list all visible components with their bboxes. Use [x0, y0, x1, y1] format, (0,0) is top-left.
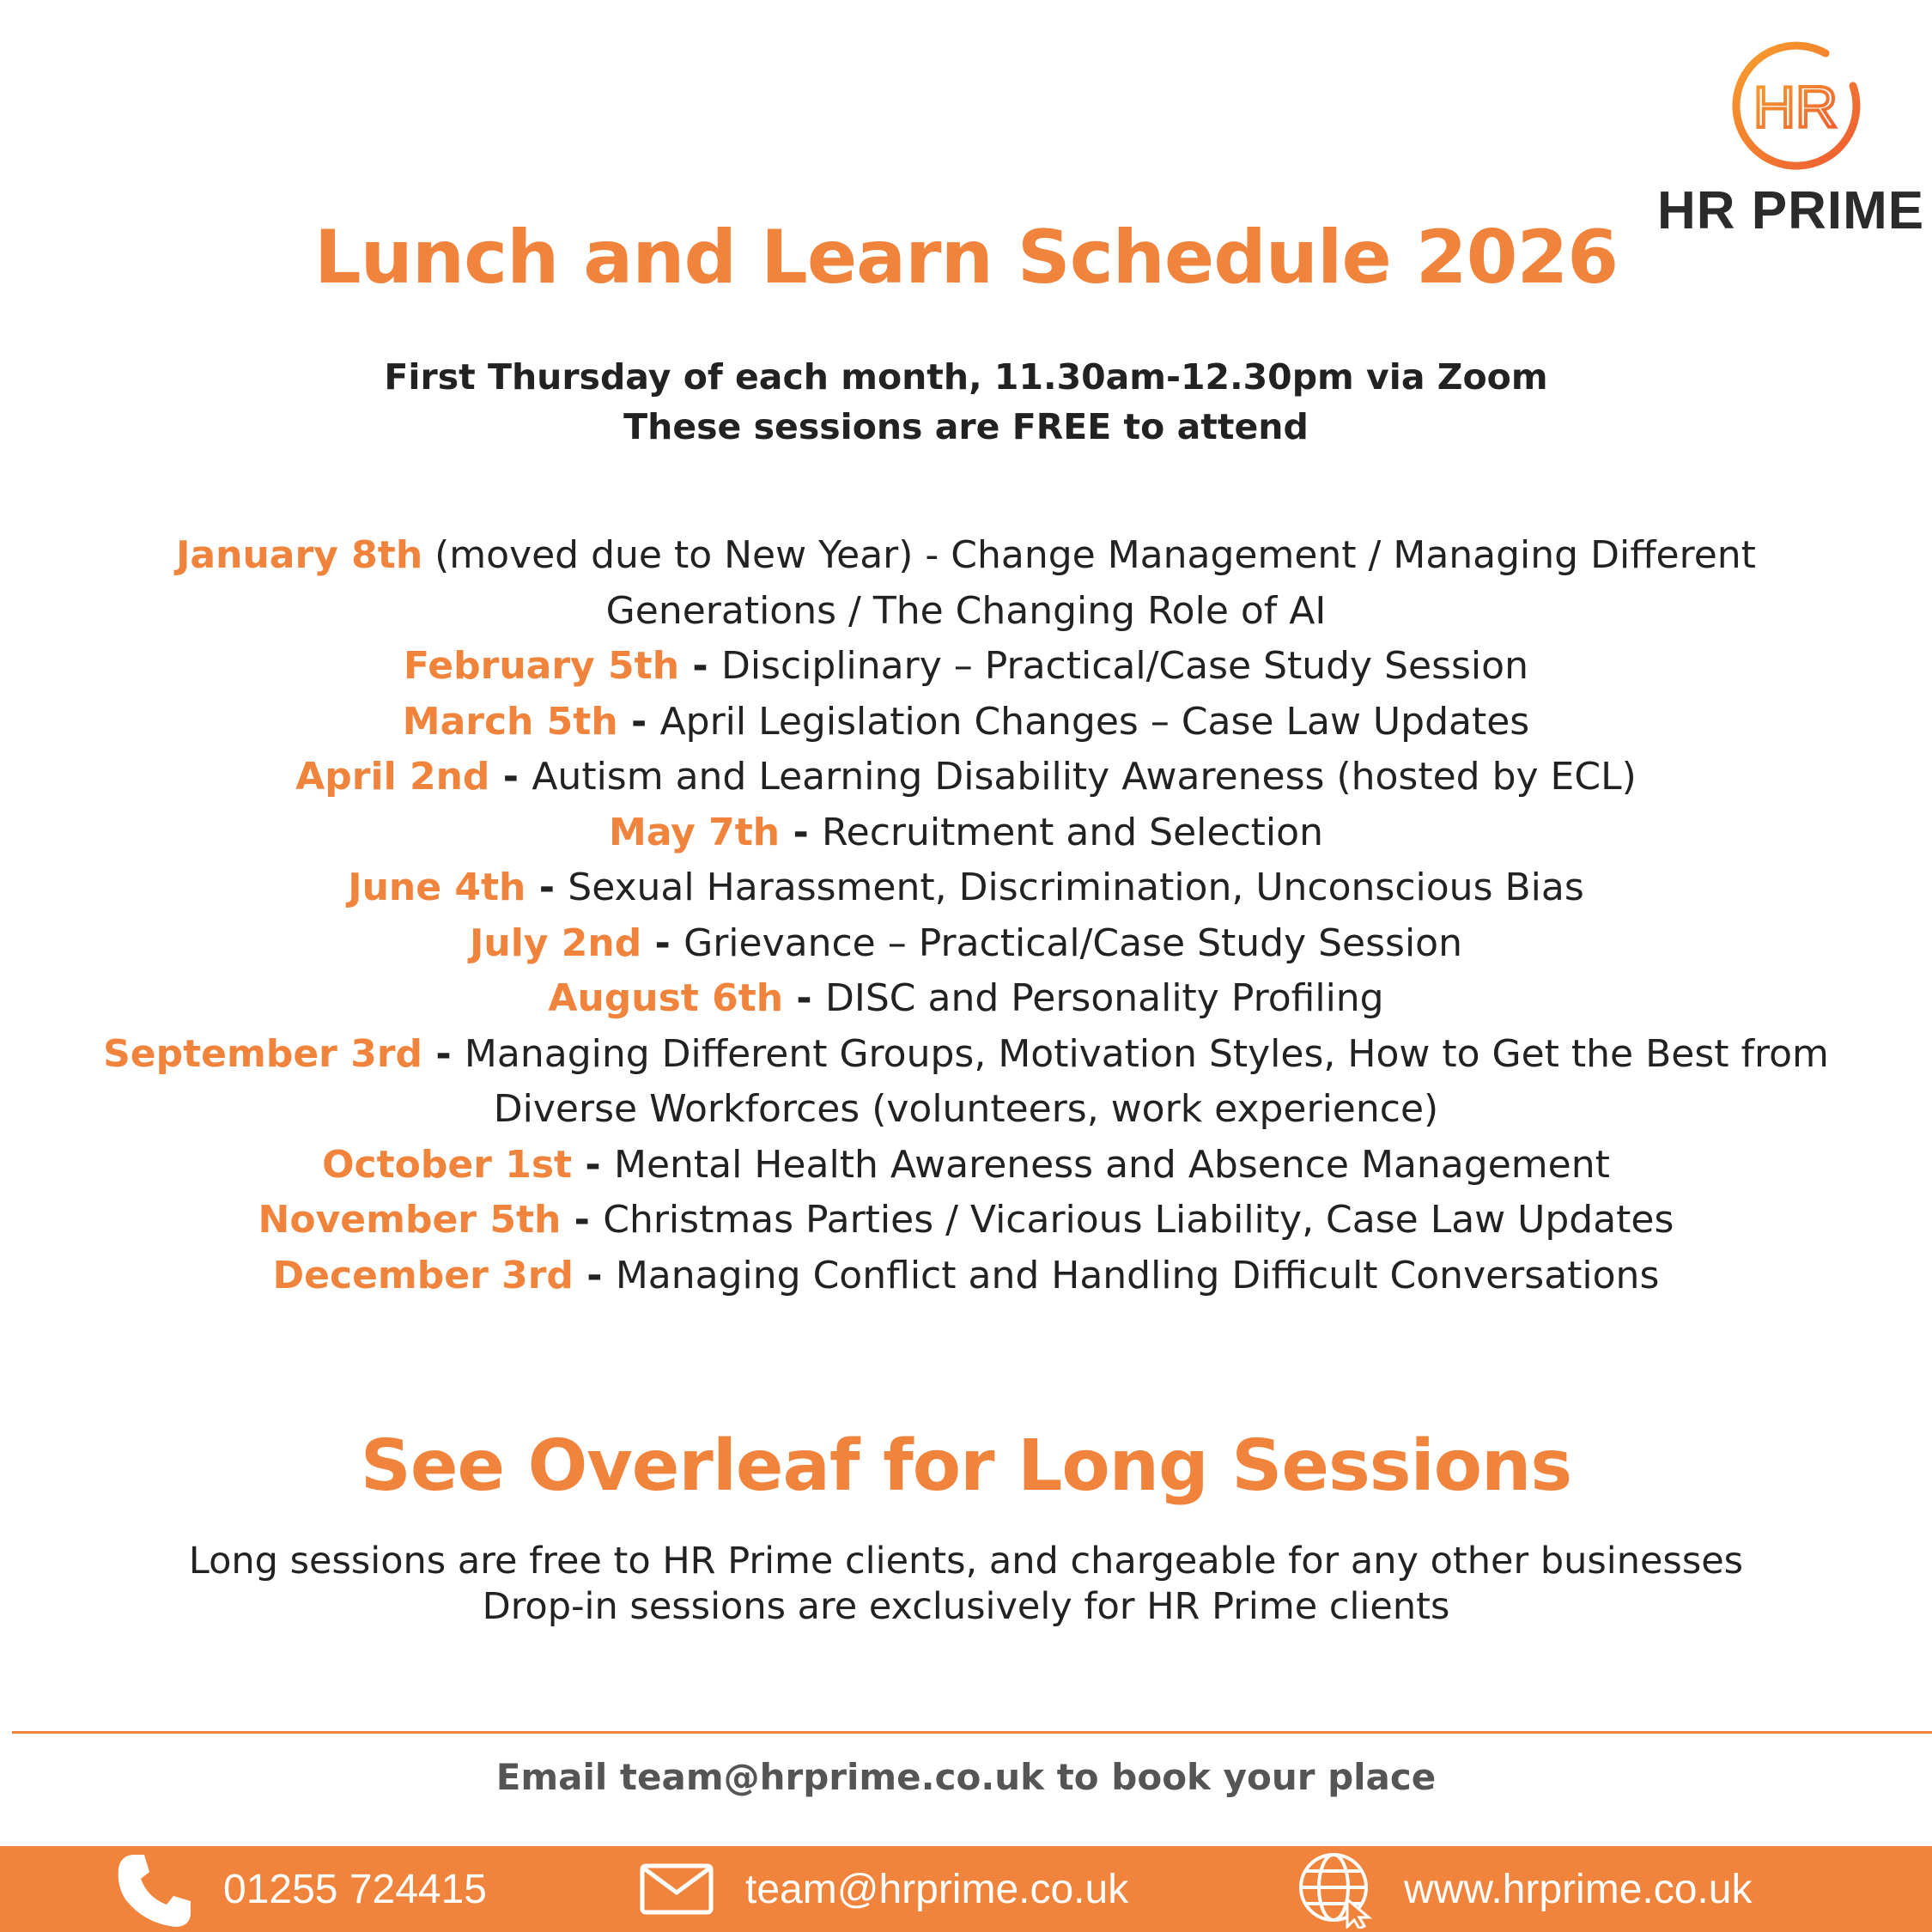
session-date: March 5th: [402, 699, 618, 744]
session-date: July 2nd: [470, 920, 642, 965]
session-topic: Managing Conflict and Handling Difficult Conversations: [615, 1253, 1660, 1297]
hr-logo-icon: [1722, 34, 1868, 180]
footer-phone[interactable]: [112, 1846, 487, 1932]
website-link[interactable]: www.hrprime.co.uk: [1404, 1866, 1753, 1912]
session-date: May 7th: [609, 810, 781, 854]
session-topic: DISC and Personality Profiling: [825, 976, 1384, 1020]
session-topic: Sexual Harassment, Discrimination, Unconscious Bias: [568, 866, 1584, 909]
booking-instruction: Email team@hrprime.co.uk to book your place: [495, 1756, 1437, 1798]
phone-icon: [112, 1846, 197, 1932]
session-separator: -: [780, 810, 823, 854]
subtitle-schedule: First Thursday of each month, 11.30am-12.30pm via Zoom: [384, 356, 1548, 398]
session-separator: -: [422, 1031, 465, 1076]
session-date: June 4th: [348, 866, 526, 909]
session-date: October 1st: [322, 1142, 573, 1187]
envelope-icon: [634, 1846, 720, 1932]
session-date: January 8th: [176, 533, 423, 577]
footer-email[interactable]: [634, 1846, 1128, 1932]
session-date: February 5th: [404, 644, 680, 688]
session-separator: -: [617, 699, 660, 744]
svg-text:HR: HR: [1753, 75, 1838, 140]
drop-in-note: Drop-in sessions are exclusively for HR Prime clients: [482, 1585, 1450, 1628]
email-link[interactable]: team@hrprime.co.uk: [745, 1866, 1129, 1912]
hr-prime-logo: [1657, 34, 1932, 240]
session-date: September 3rd: [103, 1031, 423, 1076]
session-date: December 3rd: [272, 1253, 574, 1297]
session-separator: (moved due to New Year) -: [422, 533, 951, 577]
schedule-item: [94, 750, 1838, 805]
session-separator: -: [783, 976, 826, 1020]
overleaf-notes: [0, 1539, 1932, 1630]
session-separator: -: [641, 920, 684, 965]
session-schedule: [94, 528, 1838, 1303]
schedule-item: [94, 528, 1838, 639]
session-separator: -: [561, 1198, 604, 1242]
page-title: Lunch and Learn Schedule 2026: [313, 215, 1619, 301]
footer-website[interactable]: [1292, 1846, 1752, 1932]
session-topic: Mental Health Awareness and Absence Management: [614, 1142, 1610, 1187]
schedule-item: [94, 639, 1838, 695]
session-date: April 2nd: [295, 755, 490, 799]
session-topic: Recruitment and Selection: [822, 810, 1323, 854]
session-topic: Christmas Parties / Vicarious Liability, Case Law Updates: [603, 1198, 1674, 1242]
session-topic: Grievance – Practical/Case Study Session: [683, 920, 1462, 965]
session-topic: Autism and Learning Disability Awareness (hosted by ECL): [532, 755, 1637, 799]
schedule-item: [94, 916, 1838, 972]
contact-footer: [0, 1846, 1932, 1932]
phone-number[interactable]: 01255 724415: [223, 1866, 487, 1912]
schedule-item: [94, 860, 1838, 916]
session-separator: -: [572, 1142, 614, 1187]
subtitle: [0, 352, 1932, 452]
schedule-item: [94, 1027, 1838, 1138]
subtitle-free: These sessions are FREE to attend: [623, 406, 1309, 447]
divider: [12, 1731, 1932, 1734]
session-date: November 5th: [258, 1198, 562, 1242]
session-topic: Disciplinary – Practical/Case Study Session: [720, 644, 1528, 688]
session-topic: Change Management / Managing Different Generations / The Changing Role of AI: [605, 533, 1756, 633]
session-separator: -: [573, 1253, 616, 1297]
overleaf-heading: See Overleaf for Long Sessions: [360, 1425, 1572, 1507]
session-date: August 6th: [548, 976, 784, 1020]
schedule-item: [94, 805, 1838, 861]
long-sessions-note: Long sessions are free to HR Prime clients, and chargeable for any other businesses: [188, 1540, 1744, 1583]
schedule-item: [94, 1249, 1838, 1304]
schedule-item: [94, 695, 1838, 750]
session-separator: -: [489, 755, 532, 799]
schedule-item: [94, 971, 1838, 1027]
session-separator: -: [526, 866, 568, 909]
session-separator: -: [679, 644, 721, 688]
schedule-item: [94, 1138, 1838, 1194]
session-topic: April Legislation Changes – Case Law Updates: [659, 699, 1530, 744]
globe-icon: [1292, 1846, 1378, 1932]
brand-name: HR PRIME: [1657, 181, 1925, 240]
schedule-item: [94, 1193, 1838, 1249]
session-topic: Managing Different Groups, Motivation Styles, How to Get the Best from Diverse Workforces (volunteers, work experience): [464, 1031, 1829, 1131]
